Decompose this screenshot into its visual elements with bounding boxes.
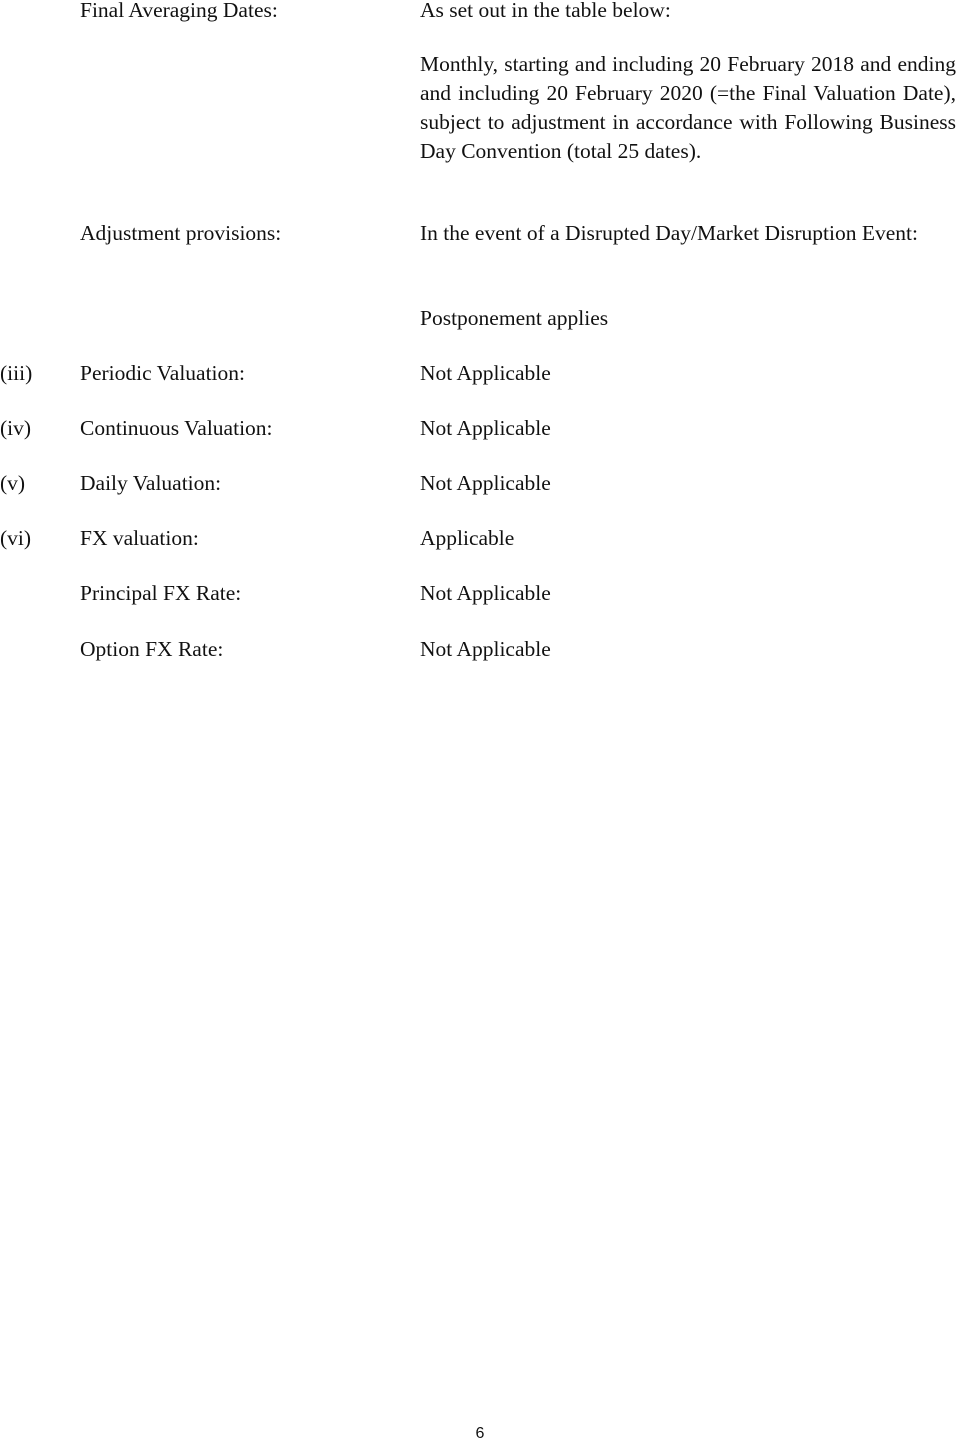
adjustment-provisions-value: In the event of a Disrupted Day/Market Disruption Event: xyxy=(420,221,918,245)
option-fx-rate-label: Option FX Rate: xyxy=(80,637,224,661)
daily-valuation-label: Daily Valuation: xyxy=(80,471,222,495)
final-averaging-dates-label: Final Averaging Dates: xyxy=(80,0,278,22)
page-number: 6 xyxy=(475,1425,485,1442)
adjustment-provisions-sub-value: Postponement applies xyxy=(420,306,609,330)
item-number: (iii) xyxy=(0,361,33,385)
fx-valuation-value: Applicable xyxy=(420,526,515,550)
final-averaging-dates-value: As set out in the table below: xyxy=(420,0,671,22)
item-number: (iv) xyxy=(0,416,32,440)
periodic-valuation-label: Periodic Valuation: xyxy=(80,361,246,385)
principal-fx-rate-value: Not Applicable xyxy=(420,581,551,605)
option-fx-rate-value: Not Applicable xyxy=(420,637,551,661)
fx-valuation-label: FX valuation: xyxy=(80,526,199,550)
continuous-valuation-value: Not Applicable xyxy=(420,416,551,440)
daily-valuation-value: Not Applicable xyxy=(420,471,551,495)
periodic-valuation-value: Not Applicable xyxy=(420,361,551,385)
item-number: (v) xyxy=(0,471,26,495)
principal-fx-rate-label: Principal FX Rate: xyxy=(80,581,242,605)
item-number: (vi) xyxy=(0,526,32,550)
continuous-valuation-label: Continuous Valuation: xyxy=(80,416,273,440)
adjustment-provisions-label: Adjustment provisions: xyxy=(80,221,282,245)
final-averaging-dates-description: Monthly, starting and including 20 February 2018 and ending and including 20 February 2020 (=the Final Valuation Date), subject to adjustment in accordance with Following Business Day Convention (total 25 dates). xyxy=(420,52,956,163)
